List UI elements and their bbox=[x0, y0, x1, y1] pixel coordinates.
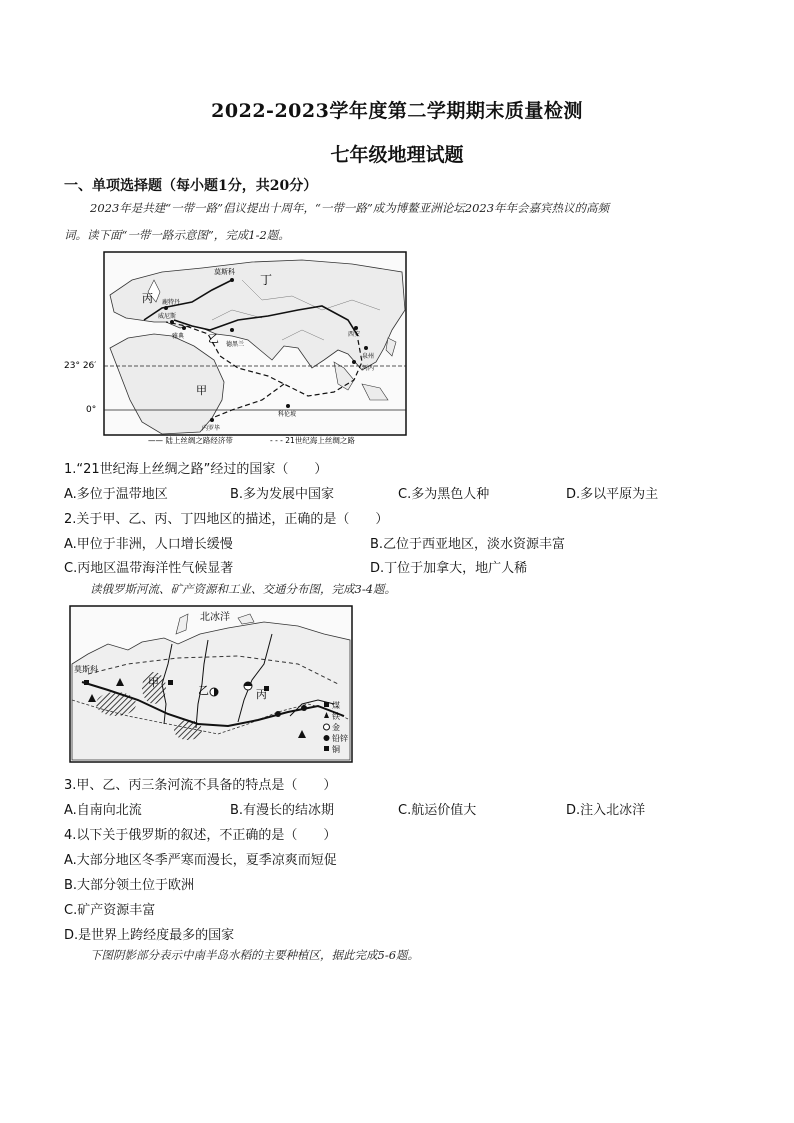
label-arctic: 北冰洋 bbox=[200, 612, 230, 623]
label-rotterdam: 鹿特丹 bbox=[162, 299, 181, 306]
legend-coal: 煤 bbox=[332, 701, 340, 710]
intro-2: 读俄罗斯河流、矿产资源和工业、交通分布图，完成3-4题。 bbox=[90, 582, 397, 596]
legend-copper-mark bbox=[324, 746, 329, 751]
q4-option-b[interactable]: B.大部分领土位于欧洲 bbox=[64, 878, 195, 893]
city-dot bbox=[275, 711, 281, 717]
legend-sea: - - - 21世纪海上丝绸之路 bbox=[270, 436, 355, 445]
city-dot-colombo bbox=[286, 404, 290, 408]
exam-title: 2022-2023学年度第二学期期末质量检测 bbox=[211, 100, 583, 122]
q1-option-a[interactable]: A.多位于温带地区 bbox=[64, 487, 168, 502]
label-athens: 雅典 bbox=[172, 333, 185, 340]
legend-gold-mark bbox=[324, 724, 330, 730]
city-dot-xian bbox=[354, 326, 358, 330]
legend-copper: 铜 bbox=[332, 745, 340, 754]
intro-3: 下图阴影部分表示中南半岛水稻的主要种植区，据此完成5-6题。 bbox=[90, 948, 420, 962]
city-dot-rotterdam bbox=[164, 306, 168, 310]
label-nairobi: 内罗毕 bbox=[202, 425, 221, 432]
label-bing: 丙 bbox=[142, 292, 153, 305]
legend-gold: 金 bbox=[332, 723, 340, 732]
legend-lead-mark bbox=[324, 735, 330, 741]
q1-option-d[interactable]: D.多以平原为主 bbox=[566, 487, 659, 502]
legend-lead: 铅锌 bbox=[332, 734, 348, 743]
label-quanzhou: 泉州 bbox=[362, 353, 375, 360]
q3-option-b[interactable]: B.有漫长的结冰期 bbox=[230, 803, 335, 818]
q4-stem: 4.以下关于俄罗斯的叙述，不正确的是（ ） bbox=[64, 828, 337, 843]
q2-option-a[interactable]: A.甲位于非洲，人口增长缓慢 bbox=[64, 537, 233, 552]
industrial-area-moscow bbox=[96, 692, 136, 716]
label-hanoi: 河内 bbox=[362, 365, 375, 372]
legend-coal-mark bbox=[324, 702, 329, 707]
q2-option-c[interactable]: C.丙地区温带海洋性气候显著 bbox=[64, 561, 234, 576]
label-yi: 乙 bbox=[198, 684, 209, 697]
label-tropic: 23° 26′ bbox=[64, 361, 97, 371]
label-jia: 甲 bbox=[148, 676, 159, 689]
label-ding: 丁 bbox=[260, 273, 273, 287]
q4-option-a[interactable]: A.大部分地区冬季严寒而漫长，夏季凉爽而短促 bbox=[64, 853, 337, 868]
intro-1-line2: 词。读下面“一带一路示意图”，完成1-2题。 bbox=[64, 228, 290, 242]
label-moscow: 莫斯科 bbox=[74, 665, 98, 674]
q4-option-c[interactable]: C.矿产资源丰富 bbox=[64, 903, 156, 918]
q2-option-d[interactable]: D.丁位于加拿大，地广人稀 bbox=[370, 561, 528, 576]
city-dot-nairobi bbox=[210, 418, 214, 422]
q1-option-c[interactable]: C.多为黑色人种 bbox=[398, 487, 490, 502]
q3-option-c[interactable]: C.航运价值大 bbox=[398, 803, 477, 818]
q2-option-b[interactable]: B.乙位于西亚地区，淡水资源丰富 bbox=[370, 537, 566, 552]
q1-option-b[interactable]: B.多为发展中国家 bbox=[230, 487, 335, 502]
label-jia: 甲 bbox=[196, 384, 207, 397]
coal-symbol bbox=[84, 680, 89, 685]
label-moscow: 莫斯科 bbox=[214, 268, 235, 276]
label-equator: 0° bbox=[86, 405, 97, 415]
q1-stem: 1.“21世纪海上丝绸之路”经过的国家（ ） bbox=[64, 462, 328, 477]
q2-stem: 2.关于甲、乙、丙、丁四地区的描述，正确的是（ ） bbox=[64, 512, 389, 527]
label-tehran: 德黑兰 bbox=[226, 341, 245, 348]
city-dot-venice bbox=[170, 320, 174, 324]
russia-map bbox=[68, 604, 354, 764]
label-xian: 西安 bbox=[348, 331, 361, 338]
label-venice: 威尼斯 bbox=[158, 313, 177, 320]
legend-iron: 铁 bbox=[332, 712, 340, 721]
section-heading: 一、单项选择题（每小题1分，共20分） bbox=[64, 178, 318, 194]
belt-road-map bbox=[62, 250, 408, 446]
city-dot-2 bbox=[301, 705, 307, 711]
q4-option-d[interactable]: D.是世界上跨经度最多的国家 bbox=[64, 928, 235, 943]
q3-option-a[interactable]: A.自南向北流 bbox=[64, 803, 142, 818]
city-dot-hanoi bbox=[352, 360, 356, 364]
city-dot-quanzhou bbox=[364, 346, 368, 350]
city-dot-tehran bbox=[230, 328, 234, 332]
industrial-area-kuzbass bbox=[174, 720, 202, 740]
q3-option-d[interactable]: D.注入北冰洋 bbox=[566, 803, 646, 818]
q3-stem: 3.甲、乙、丙三条河流不具备的特点是（ ） bbox=[64, 778, 337, 793]
city-dot-athens bbox=[182, 326, 186, 330]
legend-land: —— 陆上丝绸之路经济带 bbox=[148, 436, 233, 445]
city-dot-moscow bbox=[230, 278, 234, 282]
intro-1-line1: 2023年是共建“一带一路”倡议提出十周年，“一带一路”成为博鳌亚洲论坛2023年年会嘉宾热议的高频 bbox=[90, 201, 610, 215]
label-bing: 丙 bbox=[256, 688, 267, 701]
exam-subtitle: 七年级地理试题 bbox=[330, 144, 464, 166]
coal-symbol-2 bbox=[168, 680, 173, 685]
intro-1 bbox=[64, 195, 738, 249]
label-colombo: 科伦坡 bbox=[278, 411, 297, 418]
label-yi: 乙 bbox=[208, 332, 219, 345]
